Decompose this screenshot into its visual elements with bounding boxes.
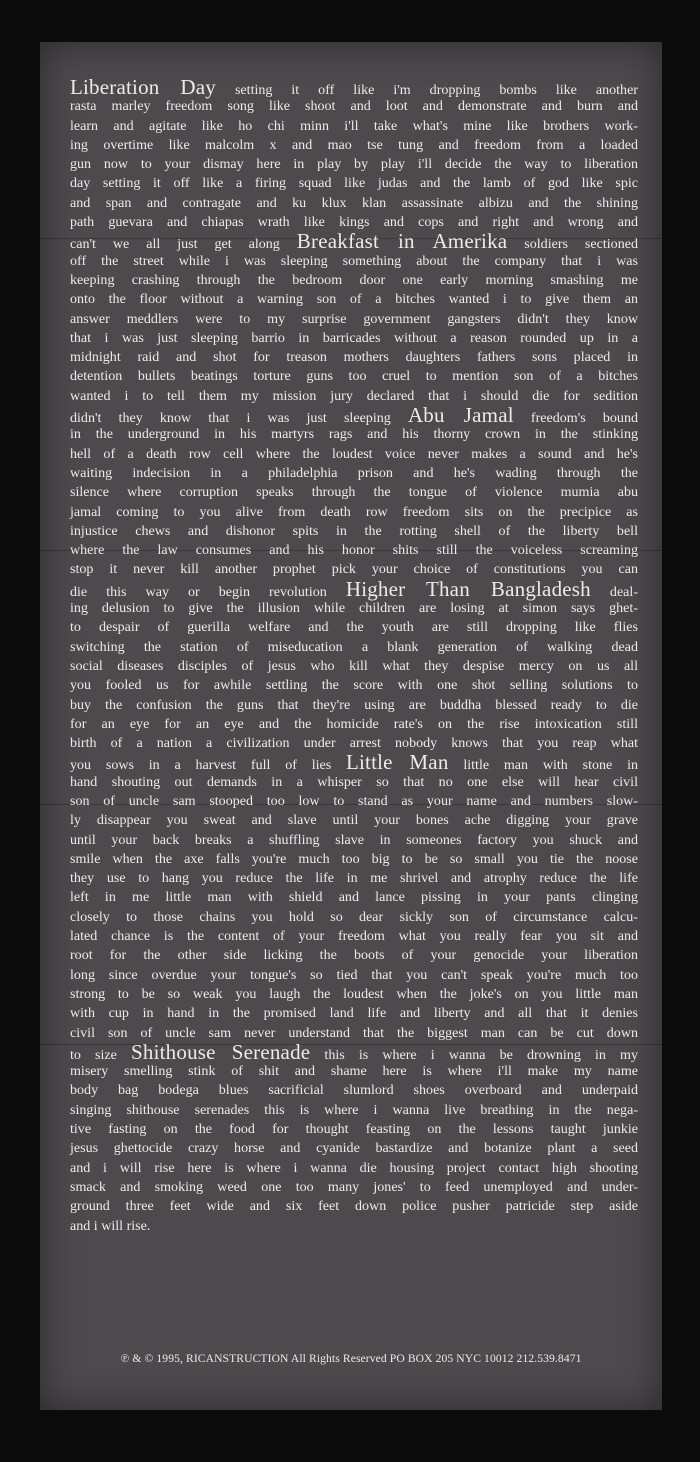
lyric-line bbox=[70, 908, 638, 927]
lyric-text: misery smelling stink of shit and shame here is where i'll make my name bbox=[70, 1063, 638, 1080]
lyric-line bbox=[70, 811, 638, 830]
lyric-line bbox=[70, 715, 638, 734]
lyric-line bbox=[70, 194, 638, 213]
lyric-line bbox=[70, 576, 638, 601]
lyric-text: to size bbox=[70, 1046, 132, 1063]
lyric-line bbox=[70, 1062, 638, 1081]
lyric-text: didn't they know that i was just sleeping bbox=[70, 410, 408, 427]
song-title: Shithouse Serenade bbox=[131, 1039, 311, 1064]
lyric-text: stop it never kill another prophet pick your choice of constitutions you can bbox=[70, 561, 638, 578]
lyric-text: wanted i to tell them my mission jury declared that i should die for sedition bbox=[70, 387, 638, 404]
lyric-text: soldiers sectioned bbox=[507, 236, 638, 253]
lyric-line bbox=[70, 387, 638, 406]
lyric-text: smile when the axe falls you're much too big to be so small you tie the noose bbox=[70, 850, 638, 867]
lyric-text: where the law consumes and his honor shits still the voiceless screaming bbox=[70, 542, 638, 559]
lyric-text: they use to hang you reduce the life in me shrivel and atrophy reduce the life bbox=[70, 870, 638, 887]
lyric-text: hell of a death row cell where the loudest voice never makes a sound and he's bbox=[70, 445, 638, 462]
lyric-text: can't we all just get along bbox=[70, 236, 297, 253]
lyric-text: jesus ghettocide crazy horse and cyanide bastardize and botanize plant a seed bbox=[70, 1140, 638, 1157]
lyric-line bbox=[70, 541, 638, 560]
song-title: Liberation Day bbox=[70, 75, 216, 99]
lyric-text: little man with stone in bbox=[448, 757, 639, 774]
lyric-text: freedom's bound bbox=[513, 410, 638, 427]
lyric-line bbox=[70, 503, 638, 522]
lyric-text: in the underground in his martyrs rags and his thorny crown in the stinking bbox=[70, 426, 638, 443]
lyric-line bbox=[70, 403, 638, 428]
lyric-text: and i will rise. bbox=[70, 1217, 151, 1234]
lyric-line bbox=[70, 1159, 638, 1178]
lyric-text: long since overdue your tongue's so tied that you can't speak you're much too bbox=[70, 966, 638, 983]
lyric-text: lated chance is the content of your freedom what you really fear you sit and bbox=[70, 928, 638, 945]
lyric-line bbox=[70, 117, 638, 136]
lyric-text: jamal coming to you alive from death row freedom sits on the precipice as bbox=[70, 503, 638, 520]
lyric-line bbox=[70, 1139, 638, 1158]
lyric-text: body bag bodega blues sacrificial slumlord shoes overboard and underpaid bbox=[70, 1082, 638, 1099]
lyric-text: tive fasting on the food for thought feasting on the lessons taught junkie bbox=[70, 1121, 638, 1138]
lyric-text: die this way or begin revolution bbox=[70, 583, 346, 600]
lyric-line bbox=[70, 599, 638, 618]
lyric-line bbox=[70, 1081, 638, 1100]
lyric-text: you fooled us for awhile settling the score with one shot selling solutions to bbox=[70, 677, 638, 694]
lyric-line bbox=[70, 75, 638, 99]
lyric-text: off the street while i was sleeping something about the company that i was bbox=[70, 252, 638, 269]
lyrics-body bbox=[70, 75, 639, 1236]
lyric-text: answer meddlers were to my surprise government gangsters didn't they know bbox=[70, 310, 638, 327]
lyric-text: ing overtime like malcolm x and mao tse tung and freedom from a loaded bbox=[70, 136, 638, 153]
lyric-line bbox=[70, 97, 638, 116]
lyric-line bbox=[70, 425, 638, 444]
lyric-line bbox=[70, 329, 638, 348]
lyric-line bbox=[70, 1178, 638, 1197]
lyric-line bbox=[70, 773, 638, 792]
lyric-line bbox=[70, 831, 638, 850]
lyric-text: onto the floor without a warning son of a bitches wanted i to give them an bbox=[70, 291, 638, 308]
lyric-text: ing delusion to give the illusion while children are losing at simon says ghet- bbox=[70, 600, 638, 617]
lyric-line bbox=[70, 271, 638, 290]
copyright-footer: ℗ & © 1995, RICANSTRUCTION All Rights Reserved PO BOX 205 NYC 10012 212.539.8471 bbox=[120, 1352, 582, 1365]
lyric-line bbox=[70, 638, 638, 657]
lyric-line bbox=[70, 229, 638, 254]
lyric-line bbox=[70, 676, 638, 695]
lyric-text: learn and agitate like ho chi minn i'll take what's mine like brothers work- bbox=[70, 117, 638, 134]
lyric-text: left in me little man with shield and lance pissing in your pants clinging bbox=[70, 889, 638, 906]
lyric-text: ground three feet wide and six feet down police pusher patricide step aside bbox=[70, 1198, 638, 1215]
lyric-text: civil son of uncle sam never understand that the biggest man can be cut down bbox=[70, 1024, 638, 1041]
lyric-text: buy the confusion the guns that they're using are buddha blessed ready to die bbox=[70, 696, 638, 713]
lyric-text: you sows in a harvest full of lies bbox=[70, 757, 346, 774]
lyric-text: this is where i wanna be drowning in my bbox=[310, 1046, 638, 1063]
lyric-line bbox=[70, 348, 638, 367]
lyric-line bbox=[70, 850, 638, 869]
lyric-text: ly disappear you sweat and slave until your bones ache digging your grave bbox=[70, 812, 638, 829]
lyric-text: root for the other side licking the boots of your genocide your liberation bbox=[70, 947, 638, 964]
lyric-text: social diseases disciples of jesus who kill what they despise mercy on us all bbox=[70, 657, 638, 674]
lyric-line bbox=[70, 696, 638, 715]
lyric-text: for an eye for an eye and the homicide rate's on the rise intoxication still bbox=[70, 715, 638, 732]
lyric-text: smack and smoking weed one too many jones' to feed unemployed and under- bbox=[70, 1178, 638, 1195]
song-title: Little Man bbox=[346, 750, 449, 775]
lyric-line bbox=[70, 985, 638, 1004]
lyric-line bbox=[70, 1101, 638, 1120]
lyric-line bbox=[70, 946, 638, 965]
lyric-line bbox=[70, 750, 639, 775]
lyric-text: singing shithouse serenades this is where i wanna live breathing in the nega- bbox=[70, 1101, 638, 1118]
lyric-line bbox=[70, 1120, 638, 1139]
lyric-text: that i was just sleeping barrio in barricades without a reason rounded up in a bbox=[70, 329, 638, 346]
lyric-line bbox=[70, 657, 638, 676]
lyric-text: hand shouting out demands in a whisper so that no one else will hear civil bbox=[70, 773, 638, 790]
lyric-text: rasta marley freedom song like shoot and loot and demonstrate and burn and bbox=[70, 98, 638, 115]
lyric-text: gun now to your dismay here in play by play i'll decide the way to liberation bbox=[70, 156, 638, 173]
lyric-text: silence where corruption speaks through the tongue of violence mumia abu bbox=[70, 484, 638, 501]
lyric-text: path guevara and chiapas wrath like kings and cops and right and wrong and bbox=[70, 214, 638, 231]
lyric-text: setting it off like i'm dropping bombs like another bbox=[215, 82, 638, 98]
lyric-line bbox=[70, 310, 638, 329]
lyric-text: detention bullets beatings torture guns too cruel to mention son of a bitches bbox=[70, 368, 638, 385]
lyric-line bbox=[70, 464, 638, 483]
lyric-text: deal- bbox=[590, 583, 638, 600]
lyric-line bbox=[70, 1004, 638, 1023]
lyric-line bbox=[70, 445, 638, 464]
lyric-line bbox=[70, 618, 638, 637]
lyric-text: injustice chews and dishonor spits in the rotting shell of the liberty bell bbox=[70, 522, 638, 539]
lyric-text: day setting it off like a firing squad like judas and the lamb of god like spic bbox=[70, 175, 638, 192]
lyric-line bbox=[70, 1217, 638, 1236]
lyric-line bbox=[70, 792, 638, 811]
lyric-text: and span and contragate and ku klux klan assassinate albizu and the shining bbox=[70, 194, 638, 211]
lyric-line bbox=[70, 290, 638, 309]
lyric-line bbox=[70, 136, 638, 155]
lyric-text: and i will rise here is where i wanna die housing project contact high shooting bbox=[70, 1159, 638, 1176]
lyric-line bbox=[70, 155, 638, 174]
lyric-line bbox=[70, 483, 638, 502]
lyric-line bbox=[70, 1197, 638, 1216]
lyric-line bbox=[70, 966, 638, 985]
lyric-line bbox=[70, 1039, 638, 1064]
song-title: Breakfast in Amerika bbox=[296, 229, 508, 254]
lyric-text: waiting indecision in a philadelphia prison and he's wading through the bbox=[70, 464, 638, 481]
song-title: Abu Jamal bbox=[407, 403, 514, 428]
lyric-text: midnight raid and shot for treason mothers daughters fathers sons placed in bbox=[70, 349, 638, 366]
lyric-text: closely to those chains you hold so dear sickly son of circumstance calcu- bbox=[70, 908, 638, 925]
lyric-line bbox=[70, 869, 638, 888]
lyric-text: son of uncle sam stooped too low to stand as your name and numbers slow- bbox=[70, 792, 638, 809]
lyric-line bbox=[70, 367, 638, 386]
lyric-sheet bbox=[40, 42, 662, 1410]
lyric-line bbox=[70, 522, 638, 541]
lyric-text: strong to be so weak you laugh the loudest when the joke's on you little man bbox=[70, 985, 638, 1002]
lyric-text: birth of a nation a civilization under arrest nobody knows that you reap what bbox=[70, 735, 638, 752]
lyric-text: switching the station of miseducation a blank generation of walking dead bbox=[70, 638, 638, 655]
lyric-line bbox=[70, 252, 638, 271]
lyric-line bbox=[70, 174, 638, 193]
lyric-text: keeping crashing through the bedroom door one early morning smashing me bbox=[70, 271, 638, 288]
lyric-text: with cup in hand in the promised land life and liberty and all that it denies bbox=[70, 1005, 638, 1022]
song-title: Higher Than Bangladesh bbox=[345, 576, 591, 601]
lyric-line bbox=[70, 927, 638, 946]
lyric-text: until your back breaks a shuffling slave in someones factory you shuck and bbox=[70, 831, 638, 848]
lyric-line bbox=[70, 888, 638, 907]
lyric-text: to despair of guerilla welfare and the youth are still dropping like flies bbox=[70, 619, 638, 636]
